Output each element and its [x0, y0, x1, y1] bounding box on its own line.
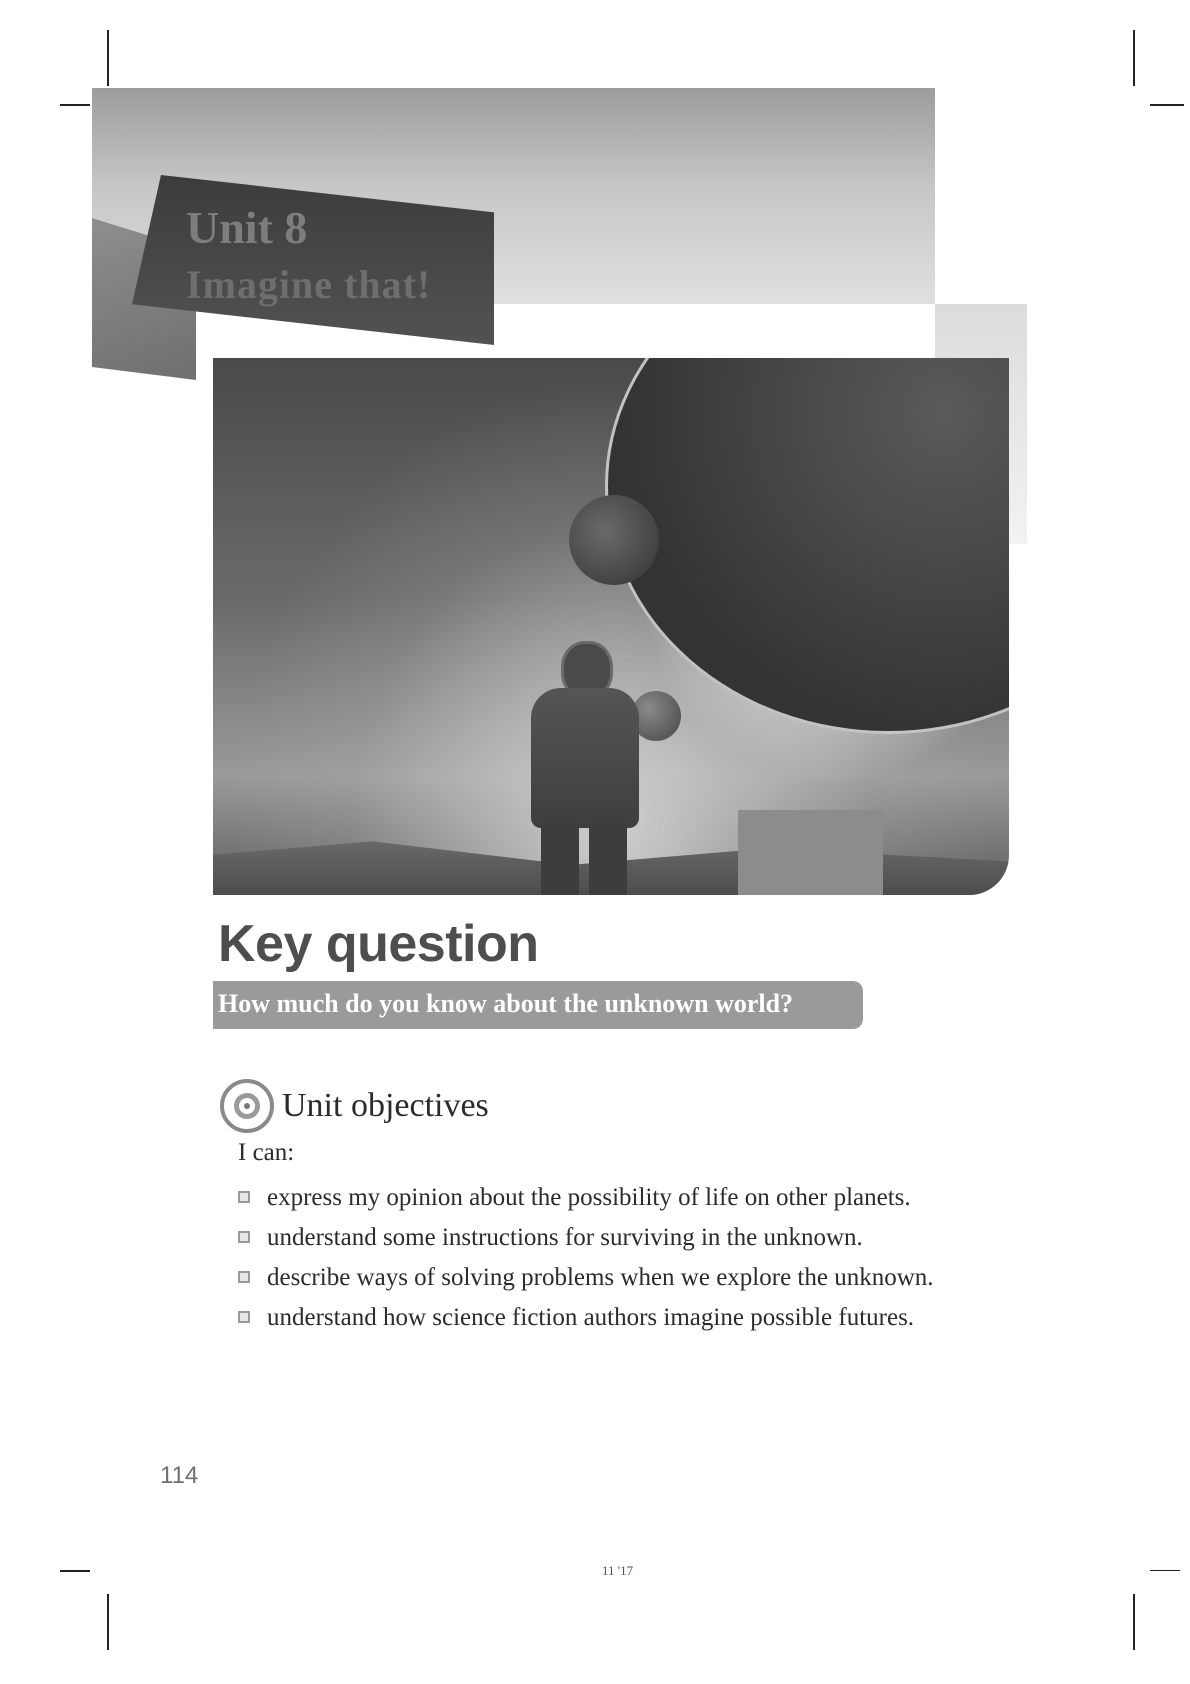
objective-item: [238, 1218, 938, 1258]
unit-objectives-heading: Unit objectives: [282, 1087, 489, 1124]
checkbox-icon: [238, 1231, 250, 1243]
planet-small-illustration: [569, 495, 659, 585]
footer-code: 11 '17: [602, 1563, 634, 1578]
objective-item: [238, 1178, 938, 1218]
objectives-intro: I can:: [238, 1139, 295, 1166]
crop-mark: [107, 1594, 109, 1650]
target-icon: [220, 1079, 274, 1133]
crop-mark: [107, 30, 109, 86]
objective-text: express my opinion about the possibility of life on other planets.: [267, 1184, 911, 1211]
crop-mark: [60, 104, 90, 106]
unit-subtitle: Imagine that!: [186, 262, 432, 307]
space-illustration: [213, 358, 1009, 895]
crop-mark: [1133, 1594, 1135, 1650]
checkbox-icon: [238, 1311, 250, 1323]
objective-text: understand how science fiction authors imagine possible futures.: [267, 1304, 915, 1331]
crop-mark: [1150, 104, 1184, 106]
redacted-box: [738, 810, 883, 895]
key-question-text: How much do you know about the unknown world?: [218, 989, 794, 1018]
checkbox-icon: [238, 1191, 250, 1203]
crop-mark: [60, 1570, 90, 1572]
crop-mark: [1150, 1570, 1180, 1571]
crop-mark: [1133, 30, 1135, 86]
astronaut-legs: [541, 823, 627, 895]
objective-text: understand some instructions for surviving in the unknown.: [267, 1224, 863, 1251]
objective-item: [238, 1258, 938, 1298]
objective-item: [238, 1298, 938, 1338]
checkbox-icon: [238, 1271, 250, 1283]
objectives-list: [238, 1178, 938, 1338]
astronaut-body: [531, 688, 639, 828]
objective-text: describe ways of solving problems when we explore the unknown.: [267, 1264, 934, 1291]
key-question-heading: Key question: [218, 915, 539, 973]
planet-large-illustration: [605, 358, 1009, 734]
unit-title: Unit 8: [186, 202, 308, 253]
page-number: 114: [160, 1462, 199, 1489]
